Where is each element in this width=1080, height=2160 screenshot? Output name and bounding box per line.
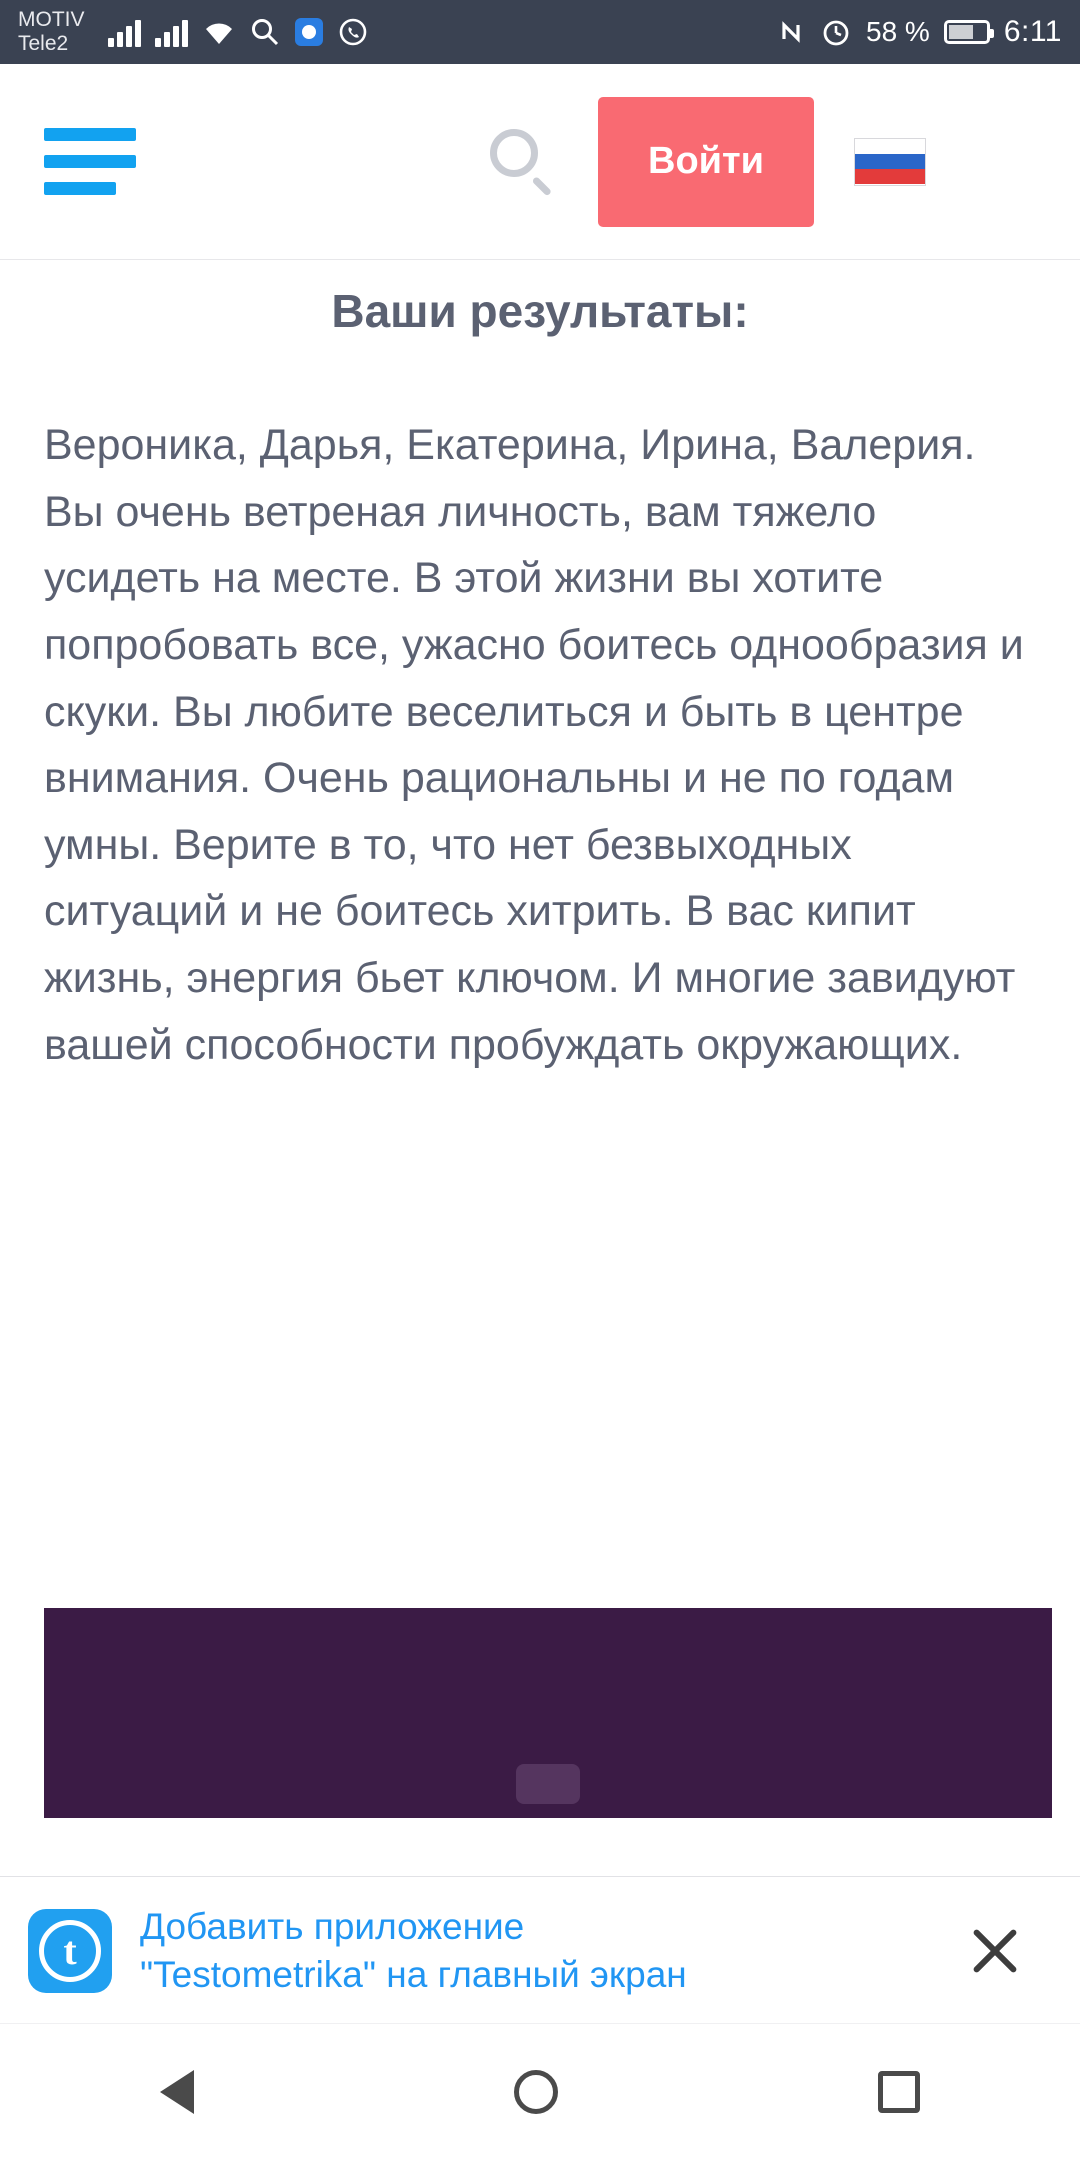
status-icon-group xyxy=(108,17,368,47)
search-icon[interactable] xyxy=(486,127,556,197)
recent-apps-icon[interactable] xyxy=(878,2071,920,2113)
battery-icon xyxy=(944,20,990,44)
banner-line-1: Добавить приложение xyxy=(140,1906,525,1948)
status-right-group xyxy=(776,15,1062,49)
banner-text xyxy=(140,1903,687,1998)
carrier-line-2: Tele2 xyxy=(18,32,69,55)
carrier-label xyxy=(18,8,104,55)
carrier-line-1: MOTIV xyxy=(18,8,85,32)
signal-bars-icon-2 xyxy=(155,17,188,47)
battery-percent-label: 58 % xyxy=(866,16,930,47)
close-icon[interactable] xyxy=(962,1918,1028,1984)
app-icon xyxy=(294,17,324,47)
whatsapp-icon xyxy=(338,17,368,47)
language-flag-icon[interactable] xyxy=(854,138,926,186)
back-icon[interactable] xyxy=(160,2070,194,2114)
app-logo-icon xyxy=(28,1909,112,1993)
signal-bars-icon xyxy=(108,17,141,47)
alarm-icon xyxy=(820,16,852,48)
search-icon-status xyxy=(250,17,280,47)
android-navigation-bar xyxy=(0,2023,1080,2160)
login-button[interactable]: Войти xyxy=(598,97,814,227)
home-icon[interactable] xyxy=(514,2070,558,2114)
result-text: Вероника, Дарья, Екатерина, Ирина, Валерия. Вы очень ветреная личность, вам тяжело усидеть на месте. В этой жизни вы хотите попробовать все, ужасно боитесь однообразия и скуки. Вы любите веселиться и быть в центре внимания. Очень рациональны и не по годам умны. Верите в то, что нет безвыходных ситуаций и не боитесь хитрить. В вас кипит жизнь, энергия бьет ключом. И многие завидуют вашей способности пробуждать окружающих. xyxy=(44,421,1024,1069)
wifi-icon xyxy=(202,18,236,46)
nfc-icon xyxy=(776,17,806,47)
app-logo-letter: t xyxy=(39,1920,101,1982)
menu-icon[interactable] xyxy=(44,128,136,195)
media-placeholder[interactable] xyxy=(44,1608,1052,1818)
page-content xyxy=(0,260,1080,2160)
page-title: Ваши результаты: xyxy=(331,285,749,337)
app-header xyxy=(0,64,1080,260)
status-bar xyxy=(0,0,1080,64)
install-app-banner[interactable] xyxy=(0,1876,1080,2024)
clock-label: 6:11 xyxy=(1003,15,1062,48)
media-play-icon xyxy=(516,1764,580,1804)
banner-line-2: "Testometrika" на главный экран xyxy=(140,1953,687,1995)
